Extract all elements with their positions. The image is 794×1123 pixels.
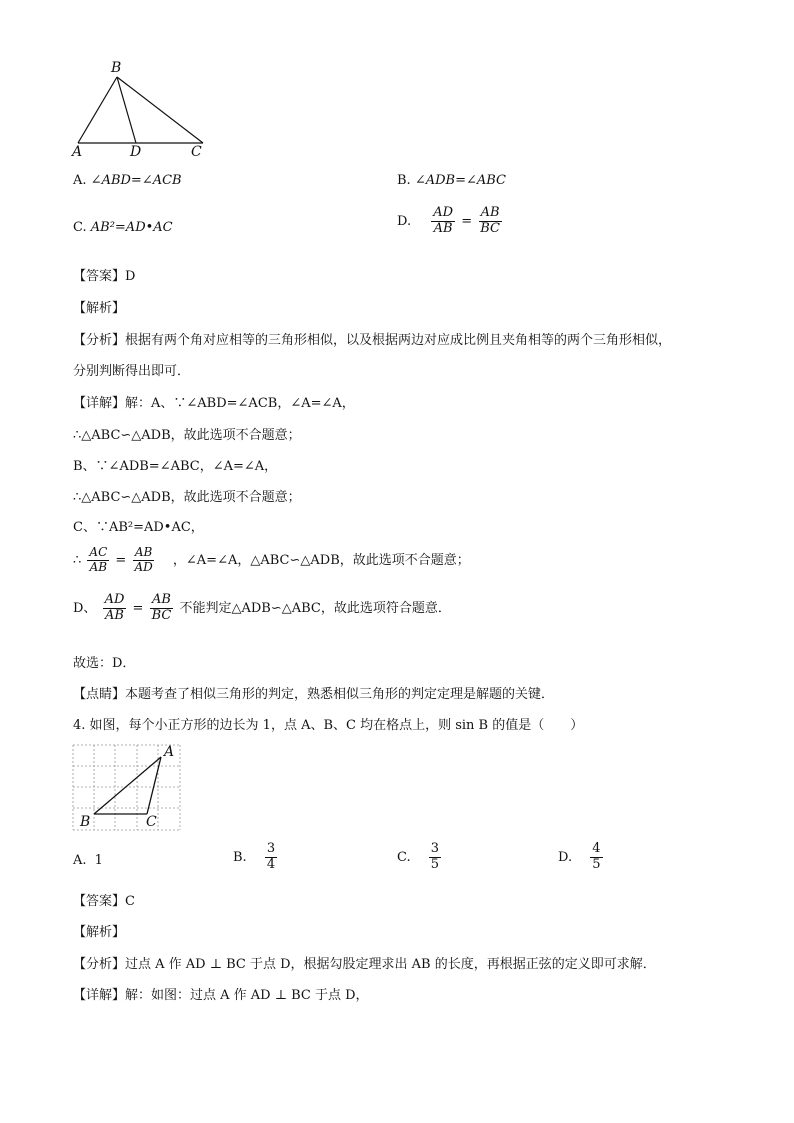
- fraction: $\frac{3}{4}$: [266, 841, 276, 872]
- point-label-c: C: [191, 144, 202, 160]
- q3-option-c[interactable]: [73, 220, 173, 235]
- equals-sign: =: [461, 213, 473, 229]
- fraction: $\frac{AB}{BC}$: [151, 592, 172, 623]
- option-text: 1: [94, 853, 103, 868]
- q4-option-d[interactable]: [558, 842, 605, 873]
- option-letter: D.: [558, 849, 573, 865]
- option-text: ∠ADB=∠ABC: [414, 173, 506, 188]
- option-text: AB²=AD•AC: [90, 220, 173, 235]
- q4-option-b[interactable]: [233, 842, 279, 873]
- fraction: $\frac{AB}{BC}$: [480, 205, 500, 236]
- q3-option-d[interactable]: [397, 206, 504, 237]
- fraction: $\frac{4}{5}$: [592, 841, 601, 872]
- q4-fenxi: 【分析】过点 A 作 AD ⊥ BC 于点 D，根据勾股定理求出 AB 的长度，再根据正弦的定义即可求解．: [73, 957, 656, 972]
- option-letter: A.: [73, 173, 87, 188]
- option-letter: B.: [397, 173, 411, 188]
- q4-stem: 4. 如图，每个小正方形的边长为 1，点 A、B、C 均在格点上，则 sin B 的值是（ ）: [73, 718, 584, 733]
- q3-detail-line7: D、 $\frac{AD}{AB}$ = $\frac{AB}{BC}$ 不能判定△ADB∽△ABC，故此选项符合题意．: [73, 592, 451, 623]
- q3-jiexi-heading: 【解析】: [73, 301, 126, 316]
- q3-detail-line5: C、∵AB²=AD•AC，: [73, 520, 204, 535]
- q3-answer: 【答案】D: [73, 269, 136, 284]
- point-label-c: C: [146, 814, 157, 830]
- option-letter: C.: [397, 849, 411, 865]
- q3-detail-line6: ∴ $\frac{AC}{AB}$ = $\frac{AB}{AD}$ ，∠A=∠A，△ABC∽△ADB，故此选项不合题意；: [73, 545, 470, 574]
- q3-detail-line3: B、∵∠ADB=∠ABC，∠A=∠A，: [73, 459, 278, 474]
- option-letter: C.: [73, 220, 87, 235]
- q3-option-b[interactable]: [397, 173, 506, 188]
- grid-triangle-figure: [72, 744, 182, 834]
- fraction: $\frac{AD}{AB}$: [433, 205, 454, 236]
- q4-answer: 【答案】C: [73, 894, 135, 909]
- q3-detail-line8: 故选：D．: [73, 656, 136, 671]
- fraction: $\frac{AD}{AB}$: [104, 592, 125, 623]
- option-letter: D.: [397, 213, 412, 229]
- q4-option-a[interactable]: [73, 853, 103, 868]
- fraction: $\frac{AC}{AB}$: [89, 545, 108, 574]
- q4-jiexi-heading: 【解析】: [73, 925, 126, 940]
- point-label-b: B: [80, 814, 91, 830]
- q3-fenxi-line1: 【分析】根据有两个角对应相等的三角形相似，以及根据两边对应成比例且夹角相等的两个三角形相似，: [73, 333, 672, 348]
- fraction: $\frac{3}{5}$: [430, 841, 440, 872]
- option-letter: B.: [233, 849, 247, 865]
- q3-fenxi-line2: 分别判断得出即可．: [73, 364, 191, 379]
- q3-detail-line1: 【详解】解：A、∵∠ABD=∠ACB，∠A=∠A，: [73, 396, 355, 411]
- q3-dianjing: 【点睛】本题考查了相似三角形的判定，熟悉相似三角形的判定定理是解题的关键．: [73, 687, 555, 702]
- point-label-a: A: [164, 744, 175, 760]
- point-label-b: B: [111, 60, 122, 76]
- q3-option-a[interactable]: [73, 173, 182, 188]
- triangle-figure-1: [70, 62, 220, 162]
- point-label-a: A: [72, 144, 83, 160]
- fraction: $\frac{AB}{AD}$: [134, 545, 153, 574]
- q4-detail: 【详解】解：如图：过点 A 作 AD ⊥ BC 于点 D，: [73, 988, 369, 1003]
- q3-detail-line4: ∴△ABC∽△ADB，故此选项不合题意；: [73, 490, 301, 505]
- option-text: ∠ABD=∠ACB: [90, 173, 182, 188]
- option-letter: A.: [73, 853, 87, 868]
- q4-option-c[interactable]: [397, 842, 443, 873]
- point-label-d: D: [130, 144, 142, 160]
- q3-detail-line2: ∴△ABC∽△ADB，故此选项不合题意；: [73, 428, 301, 443]
